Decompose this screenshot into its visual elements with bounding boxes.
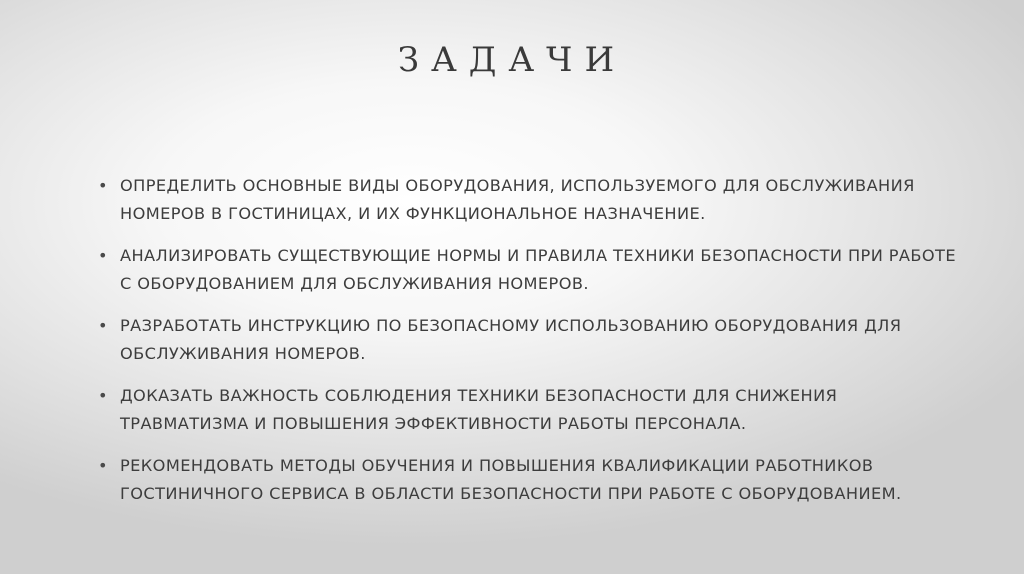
- list-item: [98, 452, 958, 508]
- list-item-text: РЕКОМЕНДОВАТЬ МЕТОДЫ ОБУЧЕНИЯ И ПОВЫШЕНИЯ КВАЛИФИКАЦИИ РАБОТНИКОВ ГОСТИНИЧНОГО СЕРВИСА В ОБЛАСТИ БЕЗОПАСНОСТИ ПРИ РАБОТЕ С ОБОРУДОВАНИЕМ.: [120, 456, 902, 503]
- list-item: [98, 312, 958, 368]
- bullet-icon: •: [98, 246, 108, 265]
- slide-title: ЗАДАЧИ: [397, 40, 627, 80]
- bullet-icon: •: [98, 316, 108, 335]
- list-item: [98, 172, 958, 228]
- bullet-icon: •: [98, 456, 108, 475]
- bullet-icon: •: [98, 176, 108, 195]
- list-item-text: ОПРЕДЕЛИТЬ ОСНОВНЫЕ ВИДЫ ОБОРУДОВАНИЯ, ИСПОЛЬЗУЕМОГО ДЛЯ ОБСЛУЖИВАНИЯ НОМЕРОВ В ГОСТИНИЦАХ, И ИХ ФУНКЦИОНАЛЬНОЕ НАЗНАЧЕНИЕ.: [120, 176, 915, 223]
- list-item-text: ДОКАЗАТЬ ВАЖНОСТЬ СОБЛЮДЕНИЯ ТЕХНИКИ БЕЗОПАСНОСТИ ДЛЯ СНИЖЕНИЯ ТРАВМАТИЗМА И ПОВЫШЕНИЯ ЭФФЕКТИВНОСТИ РАБОТЫ ПЕРСОНАЛА.: [120, 386, 838, 433]
- task-list: [98, 172, 958, 522]
- list-item-text: РАЗРАБОТАТЬ ИНСТРУКЦИЮ ПО БЕЗОПАСНОМУ ИСПОЛЬЗОВАНИЮ ОБОРУДОВАНИЯ ДЛЯ ОБСЛУЖИВАНИЯ НОМЕРОВ.: [120, 316, 902, 363]
- list-item: [98, 242, 958, 298]
- bullet-icon: •: [98, 386, 108, 405]
- list-item-text: АНАЛИЗИРОВАТЬ СУЩЕСТВУЮЩИЕ НОРМЫ И ПРАВИЛА ТЕХНИКИ БЕЗОПАСНОСТИ ПРИ РАБОТЕ С ОБОРУДОВАНИЕМ ДЛЯ ОБСЛУЖИВАНИЯ НОМЕРОВ.: [120, 246, 956, 293]
- list-item: [98, 382, 958, 438]
